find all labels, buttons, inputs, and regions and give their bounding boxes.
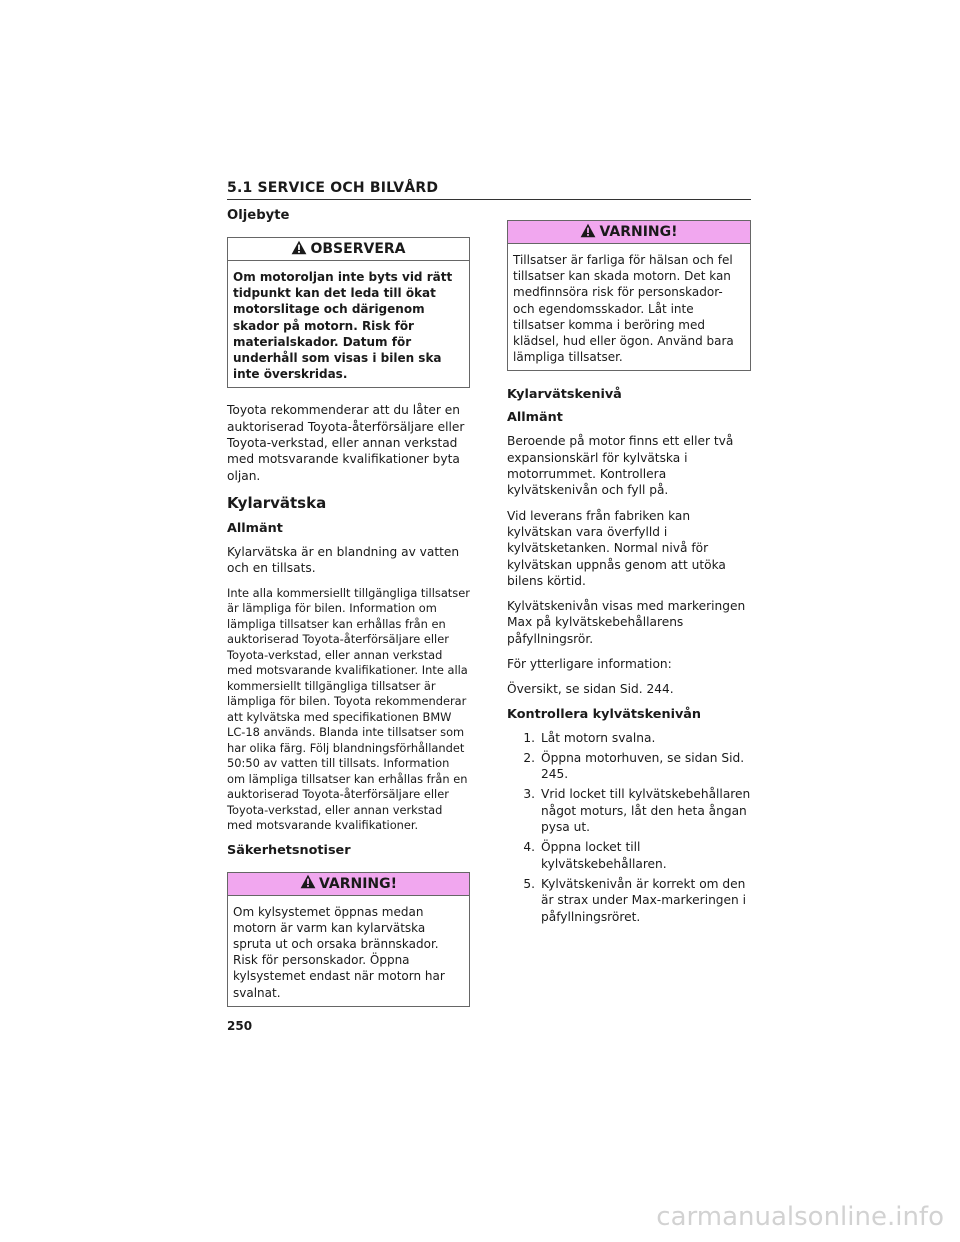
heading-coolant-level: Kylarvätskenivå	[507, 387, 622, 403]
heading-general: Allmänt	[227, 520, 283, 536]
warning-body-right: Tillsatser är farliga för hälsan och fel tillsatser kan skada motorn. Det kan medfinnsöra risk för personskador- och egendomsskador. Låt inte tillsatser komma i beröring med klädsel, hud eller ögon. Använd bara lämpliga tillsatser.	[513, 253, 734, 365]
heading-general-right: Allmänt	[507, 410, 563, 426]
paragraph-right-1: Beroende på motor finns ett eller två expansionskärl för kylvätska i motorrummet. Kontrollera kylvätskenivån och fyll på.	[507, 434, 734, 498]
step-text: Öppna locket till kylvätskebehållaren.	[541, 840, 667, 871]
step-number: 3.	[523, 787, 535, 802]
heading-check-level: Kontrollera kylvätskenivån	[507, 706, 702, 722]
warning-box-left-header	[228, 873, 469, 896]
page-number: 250	[227, 1019, 253, 1033]
paragraph-right-4: För ytterligare information:	[507, 656, 672, 671]
paragraph-right-5: Översikt, se sidan Sid. 244.	[507, 682, 674, 697]
step-number: 4.	[523, 840, 535, 855]
paragraph-toyota-oil: Toyota rekommenderar att du låter en auktoriserad Toyota-återförsäljare eller Toyota-verkstad, eller annan verkstad med motsvarande kvalifikationer byta oljan.	[227, 403, 465, 483]
list-item	[507, 786, 751, 835]
step-number: 2.	[523, 750, 535, 765]
note-box-header	[228, 238, 469, 261]
step-text: Låt motorn svalna.	[541, 730, 656, 745]
warning-title-left: VARNING!	[318, 875, 398, 892]
steps-list	[507, 730, 751, 925]
note-box	[227, 237, 470, 388]
warning-triangle-icon	[580, 223, 596, 242]
step-number: 5.	[523, 876, 535, 891]
step-text: Kylvätskenivån är korrekt om den är strax under Max-markeringen i påfyllningsröret.	[541, 876, 747, 924]
heading-oil-change: Oljebyte	[227, 208, 290, 223]
note-body: Om motoroljan inte byts vid rätt tidpunkt kan det leda till ökat motorslitage och därigenom skador på motorn. Risk för materialskador. Datum för underhåll som visas i bilen ska inte överskridas.	[233, 270, 453, 382]
note-title: OBSERVERA	[310, 241, 406, 257]
list-item	[507, 876, 751, 925]
warning-box-right-header	[508, 221, 750, 244]
step-number: 1.	[523, 730, 535, 745]
heading-safety: Säkerhetsnotiser	[227, 842, 351, 858]
warning-triangle-icon	[291, 240, 307, 259]
right-column	[507, 208, 751, 929]
warning-triangle-icon	[300, 874, 316, 893]
watermark: carmanualsonline.info	[656, 1202, 944, 1232]
list-item	[507, 750, 751, 783]
step-text: Öppna motorhuven, se sidan Sid. 245.	[541, 750, 745, 782]
paragraph-right-2: Vid leverans från fabriken kan kylvätskan vara överfylld i kylvätsketanken. Normal nivå för kylvätskan uppnås genom att utöka bilens körtid.	[507, 508, 726, 588]
paragraph-right-3: Kylvätskenivån visas med markeringen Max på kylvätskebehållarens påfyllningsrör.	[507, 599, 746, 646]
list-item	[507, 730, 751, 746]
list-item	[507, 839, 751, 872]
paragraph-additives: Inte alla kommersiellt tillgängliga tillsatser är lämpliga för bilen. Information om lämpliga tillsatser kan erhållas från en auktoriserad Toyota-återförsäljare eller Toyota-verkstad, eller annan verkstad med motsvarande kvalifikationer. Inte alla kommersiellt tillgängliga tillsatser är lämpliga för bilen. Toyota rekommenderar att kylvätska med specifikationen BMW LC-18 används. Blanda inte tillsatser som har olika färg. Följ blandningsförhållandet 50:50 av vatten till tillsats. Information om lämpliga tillsatser kan erhållas från en auktoriserad Toyota-återförsäljare eller Toyota-verkstad, eller annan verkstad med motsvarande kvalifikationer.	[227, 585, 470, 832]
step-text: Vrid locket till kylvätskebehållaren något moturs, låt den heta ångan pysa ut.	[541, 787, 751, 835]
warning-body-left: Om kylsystemet öppnas medan motorn är varm kan kylarvätska spruta ut och orsaka brännskador. Risk för personskador. Öppna kylsystemet endast när motorn har svalnat.	[233, 904, 445, 1000]
left-column	[227, 208, 470, 1021]
heading-coolant: Kylarvätska	[227, 493, 327, 512]
paragraph-general: Kylarvätska är en blandning av vatten och en tillsats.	[227, 544, 460, 576]
warning-title-right: VARNING!	[599, 224, 678, 240]
warning-box-left	[227, 872, 470, 1007]
section-header: 5.1 SERVICE OCH BILVÅRD	[227, 180, 751, 200]
warning-box-right	[507, 220, 751, 371]
